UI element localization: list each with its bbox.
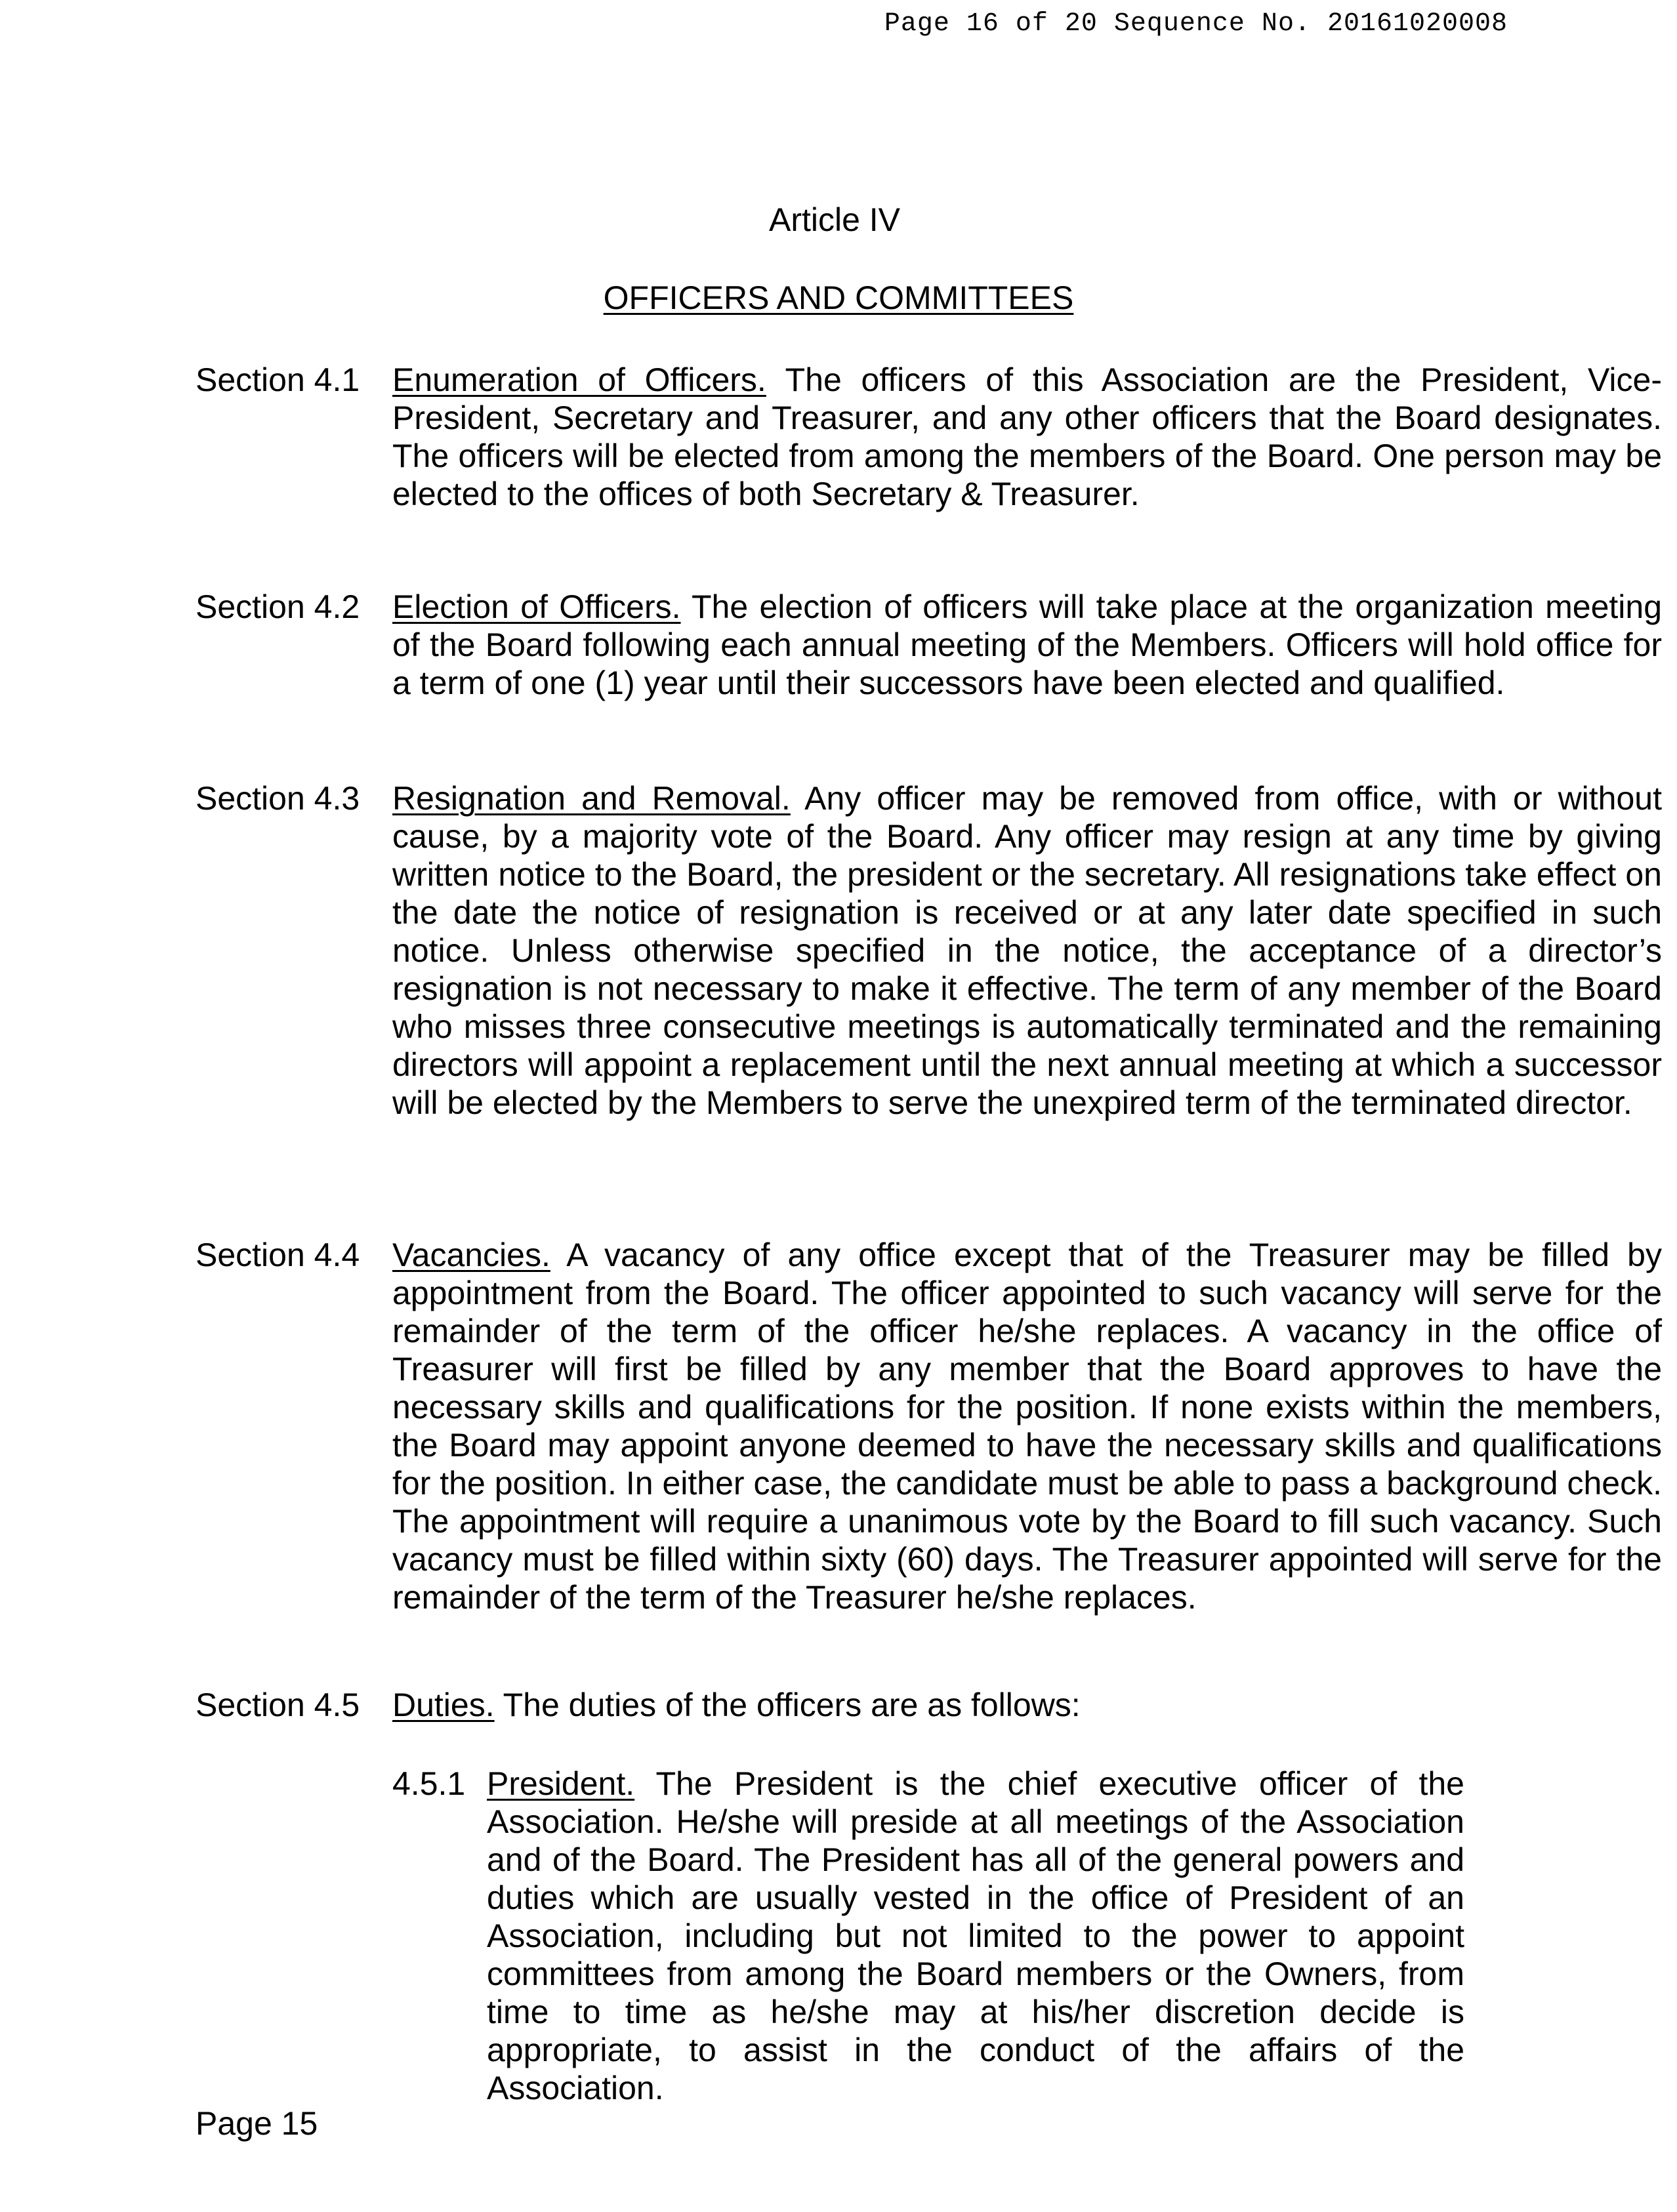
section-title: Resignation and Removal. bbox=[392, 780, 791, 817]
subsection-text: The President is the chief executive officer of the Association. He/she will preside at all meetings of the Association and of the Board. The President has all of the general powers and duties which are usually vested in the office of President of an Association, including but not limited to the power to appoint committees from among the Board members or the Owners, from time to time as he/she may at his/her discretion decide is appropriate, to assist in the conduct of the affairs of the Association. bbox=[487, 1765, 1464, 2106]
subsection-title: President. bbox=[487, 1765, 635, 1802]
section-text: The election of officers will take place at the organization meeting of the Board following each annual meeting of the Members. Officers will hold office for a term of one (1) year until their successors have been elected and qualified. bbox=[392, 588, 1662, 701]
article-heading-text: OFFICERS AND COMMITTEES bbox=[603, 279, 1074, 316]
section-body bbox=[392, 779, 1662, 1122]
section-text: A vacancy of any office except that of the Treasurer may be filled by appointment from the Board. The officer appointed to such vacancy will serve for the remainder of the term of the officer he/she replaces. A vacancy in the office of Treasurer will first be filled by any member that the Board approves to have the necessary skills and qualifications for the position. If none exists within the members, the Board may appoint anyone deemed to have the necessary skills and qualifications for the position. In either case, the candidate must be able to pass a background check. The appointment will require a unanimous vote by the Board to fill such vacancy. Such vacancy must be filled within sixty (60) days. The Treasurer appointed will serve for the remainder of the term of the Treasurer he/she replaces. bbox=[392, 1237, 1662, 1616]
section-label: Section 4.4 bbox=[196, 1237, 360, 1273]
section-body bbox=[392, 361, 1662, 513]
section-text: Any officer may be removed from office, with or without cause, by a majority vote of the Board. Any officer may resign at any time by giving written notice to the Board, the president or the secretary. All resignations take effect on the date the notice of resignation is received or at any later date specified in such notice. Unless otherwise specified in the notice, the acceptance of a director’s resignation is not necessary to make it effective. The term of any member of the Board who misses three consecutive meetings is automatically terminated and the remaining directors will appoint a replacement until the next annual meeting at which a successor will be elected by the Members to serve the unexpired term of the terminated director. bbox=[392, 780, 1662, 1121]
section-text: The duties of the officers are as follows: bbox=[494, 1687, 1081, 1723]
section-body bbox=[392, 1236, 1662, 1616]
page-number: Page 15 bbox=[196, 2105, 318, 2142]
section-label: Section 4.1 bbox=[196, 361, 360, 398]
section-label: Section 4.2 bbox=[196, 588, 360, 625]
section-label: Section 4.3 bbox=[196, 780, 360, 817]
section-body bbox=[392, 1686, 1662, 1724]
section-title: Duties. bbox=[392, 1687, 495, 1723]
subsection-number: 4.5.1 bbox=[392, 1765, 466, 1802]
section-title: Enumeration of Officers. bbox=[392, 361, 766, 398]
section-body bbox=[392, 588, 1662, 702]
sequence-stamp: Page 16 of 20 Sequence No. 20161020008 bbox=[884, 9, 1508, 39]
article-number bbox=[0, 201, 1677, 239]
section-title: Vacancies. bbox=[392, 1237, 550, 1273]
article-number-text: Article IV bbox=[768, 201, 901, 238]
section-label: Section 4.5 bbox=[196, 1687, 360, 1723]
section-title: Election of Officers. bbox=[392, 588, 681, 625]
article-heading bbox=[0, 279, 1677, 317]
section-text: The officers of this Association are the President, Vice-President, Secretary and Treasurer, and any other officers that the Board designates. The officers will be elected from among the members of the Board. One person may be elected to the offices of both Secretary & Treasurer. bbox=[392, 361, 1662, 512]
subsection-body bbox=[487, 1765, 1464, 2107]
